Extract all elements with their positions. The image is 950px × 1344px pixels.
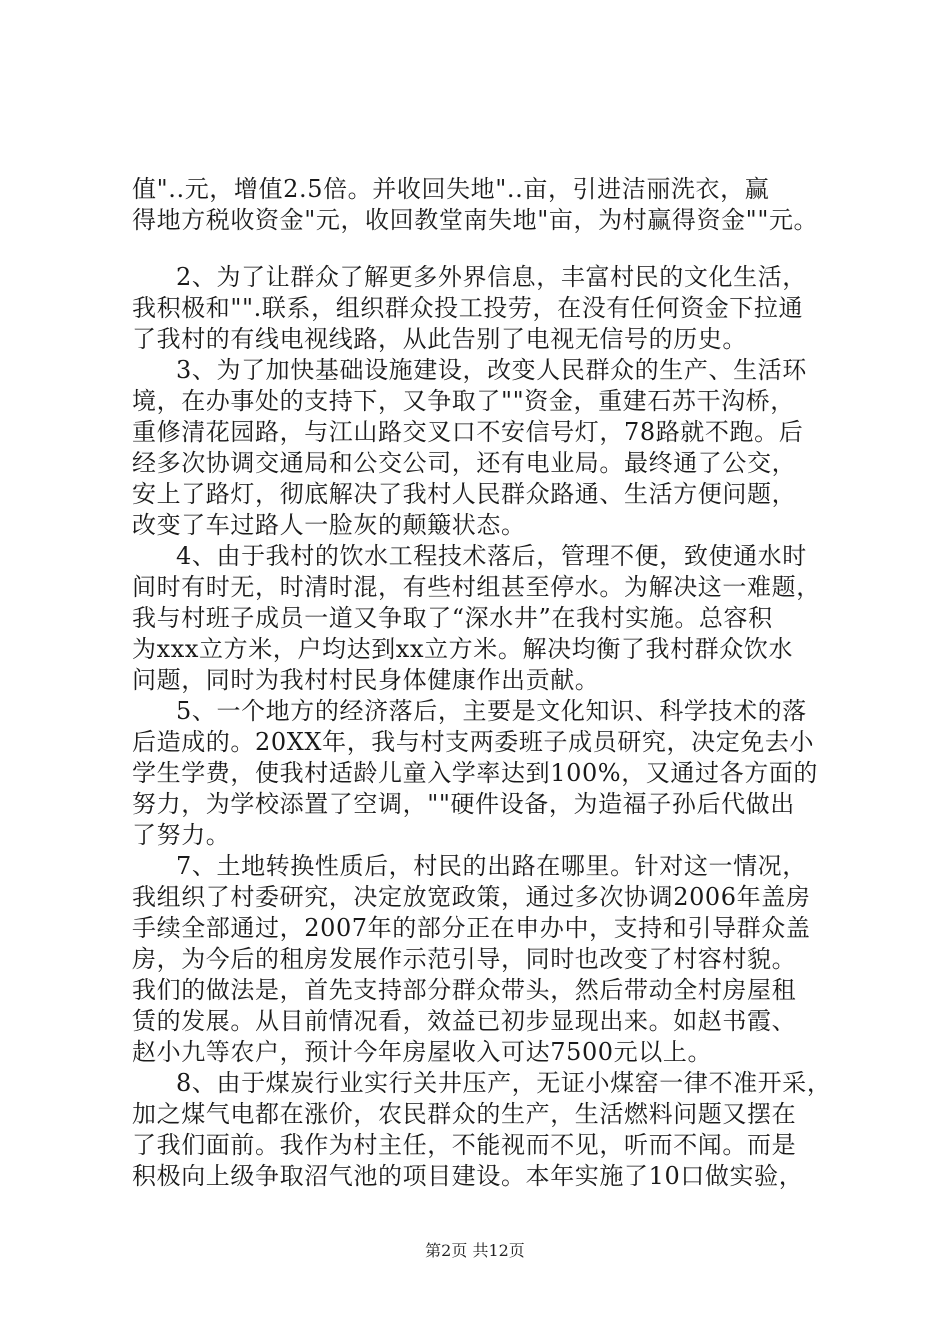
- page-number-footer: 第2页 共12页: [425, 1241, 525, 1260]
- text-line: 后造成的。20XX年，我与村支两委班子成员研究，决定免去小: [132, 728, 815, 756]
- text-line: 我与村班子成员一道又争取了“深水井”在我村实施。总容积: [132, 604, 773, 632]
- text-line: 得地方税收资金"元，收回教堂南失地"亩，为村赢得资金""元。: [132, 206, 819, 234]
- text-line: 学生学费，使我村适龄儿童入学率达到100%，又通过各方面的: [132, 759, 819, 787]
- paragraph-start-line: 4、由于我村的饮水工程技术落后，管理不便，致使通水时: [176, 542, 807, 570]
- paragraph-start-line: 8、由于煤炭行业实行关井压产，无证小煤窑一律不准开采，: [176, 1069, 832, 1097]
- text-line: 了我村的有线电视线路，从此告别了电视无信号的历史。: [132, 325, 747, 353]
- text-line: 赵小九等农户，预计今年房屋收入可达7500元以上。: [132, 1038, 713, 1066]
- text-line: 经多次协调交通局和公交公司，还有电业局。最终通了公交，: [132, 449, 797, 477]
- text-line: 手续全部通过，2007年的部分正在申办中，支持和引导群众盖: [132, 914, 811, 942]
- text-line: 值"..元，增值2.5倍。并收回失地"..亩，引进洁丽洗衣，赢: [132, 175, 770, 203]
- text-line: 间时有时无，时清时混，有些村组甚至停水。为解决这一难题，: [132, 573, 821, 601]
- text-line: 重修清花园路，与江山路交叉口不安信号灯，78路就不跑。后: [132, 418, 804, 446]
- text-line: 我们的做法是，首先支持部分群众带头，然后带动全村房屋租: [132, 976, 797, 1004]
- text-line: 我组织了村委研究，决定放宽政策，通过多次协调2006年盖房: [132, 883, 811, 911]
- text-line: 我积极和"".联系，组织群众投工投劳，在没有任何资金下拉通: [132, 294, 804, 322]
- text-line: 境，在办事处的支持下，又争取了""资金，重建石苏干沟桥，: [132, 387, 795, 415]
- text-line: 改变了车过路人一脸灰的颠簸状态。: [132, 511, 526, 539]
- text-line: 了努力。: [132, 821, 231, 849]
- text-line: 赁的发展。从目前情况看，效益已初步显现出来。如赵书霞、: [132, 1007, 797, 1035]
- paragraph-start-line: 5、一个地方的经济落后，主要是文化知识、科学技术的落: [176, 697, 807, 725]
- text-line: 积极向上级争取沼气池的项目建设。本年实施了10口做实验，: [132, 1162, 804, 1190]
- text-line: 了我们面前。我作为村主任，不能视而不见，听而不闻。而是: [132, 1131, 797, 1159]
- text-line: 房，为今后的租房发展作示范引导，同时也改变了村容村貌。: [132, 945, 797, 973]
- paragraph-start-line: 2、为了让群众了解更多外界信息，丰富村民的文化生活，: [176, 263, 807, 291]
- body-text: [132, 174, 832, 1192]
- paragraph-start-line: 3、为了加快基础设施建设，改变人民群众的生产、生活环: [176, 356, 807, 384]
- text-line: 努力，为学校添置了空调，""硬件设备，为造福子孙后代做出: [132, 790, 795, 818]
- text-line: 为xxx立方米，户均达到xx立方米。解决均衡了我村群众饮水: [132, 635, 794, 663]
- text-line: 安上了路灯，彻底解决了我村人民群众路通、生活方便问题，: [132, 480, 797, 508]
- text-line: 问题，同时为我村村民身体健康作出贡献。: [132, 666, 600, 694]
- paragraph-start-line: 7、土地转换性质后，村民的出路在哪里。针对这一情况，: [176, 852, 807, 880]
- text-line: 加之煤气电都在涨价，农民群众的生产，生活燃料问题又摆在: [132, 1100, 797, 1128]
